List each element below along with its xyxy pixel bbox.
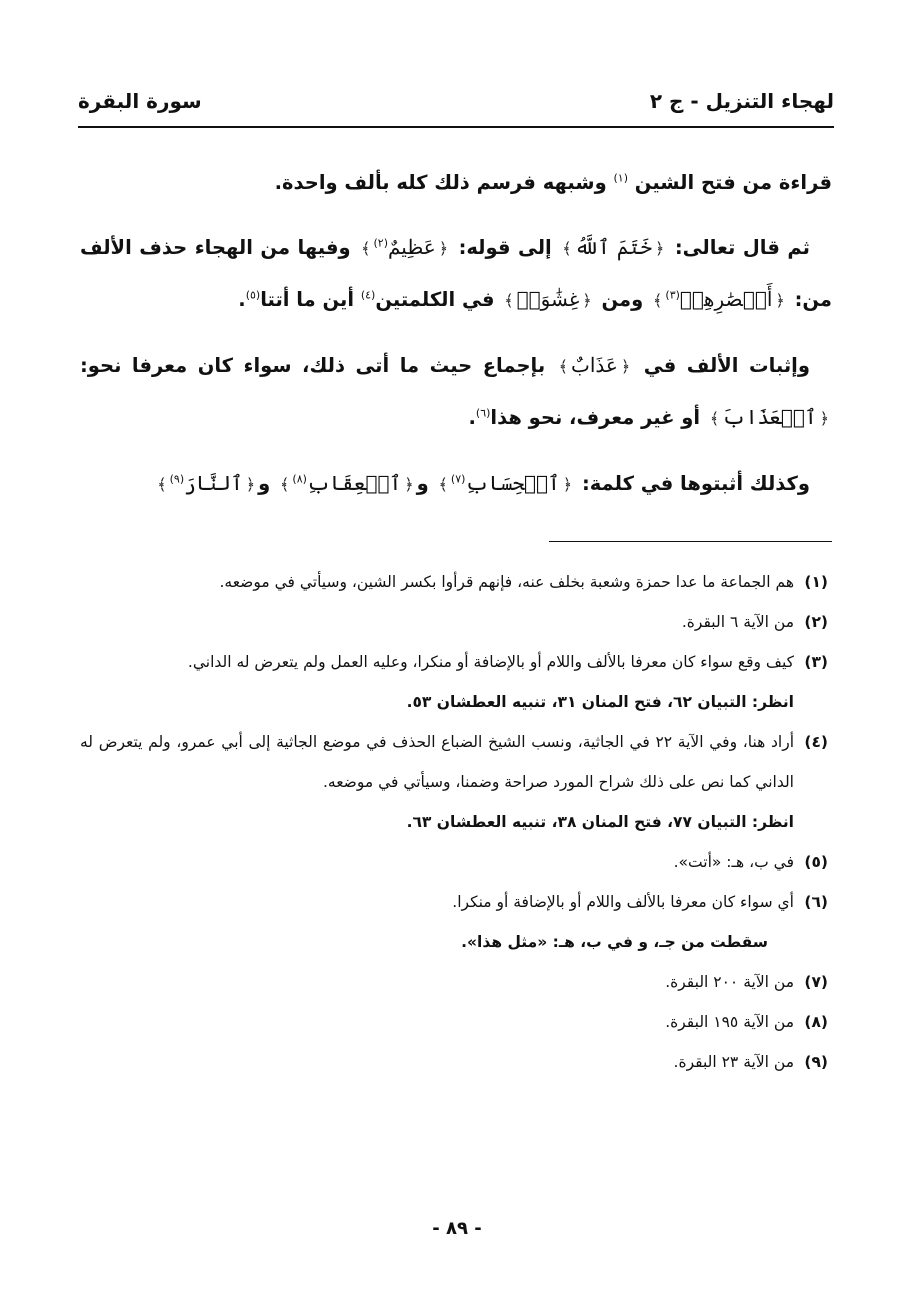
page-number: - ٨٩ - (432, 1218, 482, 1239)
footnote-text: في ب، هـ: «أتت». (673, 853, 794, 871)
text: أو غير معرف، نحو هذا (490, 406, 701, 429)
footnotes (80, 562, 828, 1082)
footnote-4 (80, 722, 828, 802)
footnote-ref-4: (٤) (360, 288, 376, 302)
ornate-bracket-open: ﴿ (819, 409, 829, 428)
footnote-number: (٧) (804, 973, 828, 991)
text: ومن (601, 288, 644, 311)
quran-word: ٱلنَّارَ (184, 471, 243, 495)
footnote-ref-3: (٣) (665, 288, 680, 302)
footnote-6 (80, 882, 828, 922)
footnote-ref-6: (٦) (475, 406, 491, 420)
main-text (80, 158, 832, 524)
quran-word: ٱلۡعَذَابَ (722, 405, 817, 429)
text: وكذلك أثبتوها في كلمة: (581, 472, 810, 495)
footnote-number: (٩) (804, 1053, 828, 1071)
text: أين ما أتتا (260, 288, 355, 311)
ornate-bracket-open: ﴿ (620, 357, 631, 376)
ornate-bracket-close: ﴾ (653, 291, 663, 310)
quran-word: ٱلۡعِقَابِ (306, 471, 402, 495)
footnote-text: كيف وقع سواء كان معرفا بالألف واللام أو بالإضافة أو منكرا، وعليه العمل ولم يتعرض له الداني. (187, 653, 794, 671)
text: بإجماع حيث ما أتى ذلك، سواء كان معرفا نحو: (80, 354, 546, 377)
ornate-bracket-open: ﴿ (582, 291, 592, 310)
footnote-8 (80, 1002, 828, 1042)
ornate-bracket-open: ﴿ (404, 475, 414, 494)
ornate-bracket-open: ﴿ (245, 475, 256, 494)
footnote-text: من الآية ١٩٥ البقرة. (665, 1013, 794, 1031)
surah-title: سورة البقرة (78, 89, 202, 113)
ornate-bracket-close: ﴾ (157, 475, 167, 494)
quran-word: عَظِيمٌ (388, 235, 436, 259)
ornate-bracket-close: ﴾ (361, 239, 371, 258)
footnote-text: هم الجماعة ما عدا حمزة وشعبة بخلف عنه، فإنهم قرأوا بكسر الشين، وسيأتي في موضعه. (219, 573, 794, 591)
ornate-bracket-open: ﴿ (562, 475, 573, 494)
running-header (78, 84, 834, 118)
text: وفيها من الهجاء حذف الألف من: (80, 236, 832, 311)
paragraph-3 (80, 340, 832, 444)
footnote-ref-8: (٨) (292, 472, 307, 486)
footnote-number: (٤) (804, 733, 828, 751)
footnote-4-reference: انظر: التبيان ٧٧، فتح المنان ٣٨، تنبيه العطشان ٦٣. (406, 813, 794, 831)
ornate-bracket-close: ﴾ (280, 475, 290, 494)
footnote-1 (80, 562, 828, 602)
ornate-bracket-open: ﴿ (438, 239, 449, 258)
ornate-bracket-close: ﴾ (558, 357, 569, 376)
quran-word: عَذَابٌ (571, 353, 618, 377)
header-rule (78, 126, 834, 128)
footnote-number: (٢) (804, 613, 828, 631)
quran-word: أَبۡصَٰرِهِمۡ (679, 287, 773, 311)
text: و (416, 472, 429, 495)
text: و (258, 472, 271, 495)
text: في الكلمتين (375, 288, 495, 311)
text: إلى قوله: (458, 236, 552, 259)
text: . (238, 288, 246, 311)
footnote-number: (٦) (804, 893, 828, 911)
footnote-7 (80, 962, 828, 1002)
footnote-3-reference: انظر: التبيان ٦٢، فتح المنان ٣١، تنبيه العطشان ٥٣. (406, 693, 794, 711)
text: . (468, 406, 476, 429)
ornate-bracket-close: ﴾ (504, 291, 514, 310)
footnote-ref-9: (٩) (169, 472, 185, 486)
ornate-bracket-open: ﴿ (775, 291, 785, 310)
book-title: لهجاء التنزيل - ج ٢ (649, 89, 834, 113)
quran-word: غِشَٰوَةٞ (516, 287, 580, 311)
footnote-ref-2: (٢) (373, 236, 388, 250)
footnote-text: من الآية ٢٣ البقرة. (673, 1053, 794, 1071)
paragraph-2 (80, 222, 832, 326)
text: وإثبات الألف في (643, 354, 810, 377)
footnote-2 (80, 602, 828, 642)
footnote-5 (80, 842, 828, 882)
footnote-text: أراد هنا، وفي الآية ٢٢ في الجاثية، ونسب الشيخ الضباع الحذف في موضع الجاثية إلى أبي عمرو، ولم يتعرض له الداني كما نص على ذلك شراح المورد صراحة وضمنا، وسيأتي في موضعه. (80, 733, 794, 791)
footnote-text: أي سواء كان معرفا بالألف واللام أو بالإضافة أو منكرا. (452, 893, 794, 911)
quran-word: ٱلۡحِسَابِ (465, 471, 560, 495)
paragraph-1 (80, 158, 832, 208)
text: قراءة من فتح الشين (634, 171, 832, 194)
ornate-bracket-close: ﴾ (562, 239, 572, 258)
ornate-bracket-close: ﴾ (438, 475, 448, 494)
text: وشبهه فرسم ذلك كله بألف واحدة. (274, 171, 607, 194)
ornate-bracket-close: ﴾ (709, 409, 720, 428)
quran-word: خَتَمَ ٱللَّهُ (574, 235, 652, 259)
footnote-separator (549, 541, 832, 542)
footnote-text: من الآية ٦ البقرة. (681, 613, 794, 631)
footnote-ref-5: (٥) (245, 288, 261, 302)
footnote-3 (80, 642, 828, 682)
ornate-bracket-open: ﴿ (655, 239, 665, 258)
paragraph-4 (80, 458, 832, 510)
text: ثم قال تعالى: (674, 236, 810, 259)
footnote-ref-7: (٧) (450, 472, 466, 486)
footnote-text: من الآية ٢٠٠ البقرة. (665, 973, 794, 991)
footnote-6-reference: سقطت من جـ، و في ب، هـ: «مثل هذا». (461, 933, 768, 951)
footnote-ref-1: (١) (613, 171, 628, 185)
footnote-number: (٥) (804, 853, 828, 871)
footnote-number: (٣) (804, 653, 828, 671)
footnote-9 (80, 1042, 828, 1082)
footnote-number: (٨) (804, 1013, 828, 1031)
footnote-number: (١) (804, 573, 828, 591)
